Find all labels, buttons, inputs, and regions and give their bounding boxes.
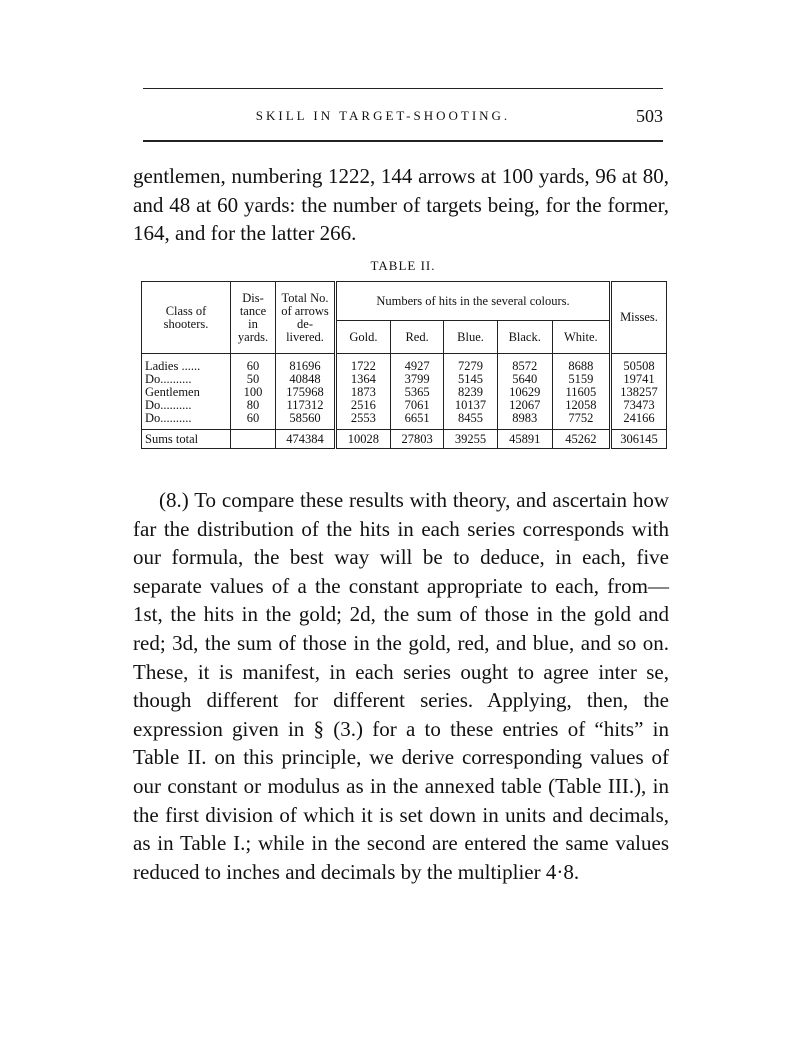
header-bottom-rule	[143, 140, 663, 142]
cell-blue: 7279	[444, 354, 497, 374]
cell-red: 7061	[390, 399, 443, 412]
cell-arrows: 40848	[276, 373, 336, 386]
cell-gold: 2553	[336, 412, 391, 430]
cell-class: Do..........	[142, 373, 231, 386]
header-black: Black.	[497, 321, 552, 354]
cell-blue: 8455	[444, 412, 497, 430]
cell-distance: 60	[231, 354, 276, 374]
cell-gold: 2516	[336, 399, 391, 412]
cell-white: 5159	[552, 373, 610, 386]
page-number: 503	[636, 106, 663, 126]
cell-white: 11605	[552, 386, 610, 399]
cell-misses: 24166	[611, 412, 667, 430]
cell-distance: 100	[231, 386, 276, 399]
header-gold: Gold.	[336, 321, 391, 354]
totals-label: Sums total	[142, 430, 231, 449]
cell-distance: 80	[231, 399, 276, 412]
paragraph-2: (8.) To compare these results with theory, and ascertain how far the distribution of the hits in each series corresponds with our formula, the best way will be to deduce, in each, five separate values of a the constant appropriate to each, from—1st, the hits in the gold; 2d, the sum of those in the gold and red; 3d, the sum of those in the gold, red, and blue, and so on. These, it is manifest, in each series ought to agree inter se, though different for different series. Applying, then, the expression given in § (3.) for a to these entries of “hits” in Table II. on this principle, we derive corresponding values of our constant or modulus as in the annexed table (Table III.), in the first division of which it is set down in units and decimals, as in Table I.; while in the second are entered the same values reduced to inches and decimals by the multiplier 4·8.	[133, 488, 669, 884]
cell-white: 12058	[552, 399, 610, 412]
cell-class: Do..........	[142, 412, 231, 430]
totals-gold: 10028	[336, 430, 391, 449]
paragraph-1: gentlemen, numbering 1222, 144 arrows at 100 yards, 96 at 80, and 48 at 60 yards: the number of targets being, for the former, 164, and for the latter 266.	[133, 164, 669, 246]
cell-arrows: 117312	[276, 399, 336, 412]
cell-black: 12067	[497, 399, 552, 412]
header-blue: Blue.	[444, 321, 497, 354]
cell-distance: 50	[231, 373, 276, 386]
cell-class: Do..........	[142, 399, 231, 412]
cell-gold: 1873	[336, 386, 391, 399]
running-title: SKILL IN TARGET-SHOOTING.	[255, 108, 511, 123]
cell-blue: 8239	[444, 386, 497, 399]
totals-misses: 306145	[611, 430, 667, 449]
cell-distance: 60	[231, 412, 276, 430]
table-caption: TABLE II.	[370, 258, 436, 273]
data-table	[141, 281, 667, 449]
cell-white: 7752	[552, 412, 610, 430]
table-row	[142, 412, 667, 430]
cell-gold: 1722	[336, 354, 391, 374]
header-misses: Misses.	[611, 282, 667, 354]
running-head	[143, 104, 663, 128]
header-class: Class of shooters.	[142, 282, 231, 354]
header-top-rule	[143, 88, 663, 89]
cell-blue: 5145	[444, 373, 497, 386]
cell-white: 8688	[552, 354, 610, 374]
table-row	[142, 354, 667, 374]
cell-misses: 73473	[611, 399, 667, 412]
totals-arrows: 474384	[276, 430, 336, 449]
cell-class: Ladies ......	[142, 354, 231, 374]
cell-blue: 10137	[444, 399, 497, 412]
cell-arrows: 81696	[276, 354, 336, 374]
cell-black: 10629	[497, 386, 552, 399]
cell-misses: 50508	[611, 354, 667, 374]
totals-row	[142, 430, 667, 449]
cell-arrows: 175968	[276, 386, 336, 399]
totals-blue: 39255	[444, 430, 497, 449]
cell-black: 8983	[497, 412, 552, 430]
cell-black: 5640	[497, 373, 552, 386]
header-hits-group: Numbers of hits in the several colours.	[336, 282, 611, 321]
cell-class: Gentlemen	[142, 386, 231, 399]
cell-gold: 1364	[336, 373, 391, 386]
cell-misses: 138257	[611, 386, 667, 399]
cell-red: 6651	[390, 412, 443, 430]
header-arrows: Total No. of arrows de- livered.	[276, 282, 336, 354]
header-white: White.	[552, 321, 610, 354]
cell-red: 3799	[390, 373, 443, 386]
cell-misses: 19741	[611, 373, 667, 386]
cell-red: 5365	[390, 386, 443, 399]
cell-black: 8572	[497, 354, 552, 374]
header-red: Red.	[390, 321, 443, 354]
totals-distance-empty	[231, 430, 276, 449]
cell-arrows: 58560	[276, 412, 336, 430]
totals-white: 45262	[552, 430, 610, 449]
cell-red: 4927	[390, 354, 443, 374]
header-distance: Dis- tance in yards.	[231, 282, 276, 354]
totals-black: 45891	[497, 430, 552, 449]
totals-red: 27803	[390, 430, 443, 449]
